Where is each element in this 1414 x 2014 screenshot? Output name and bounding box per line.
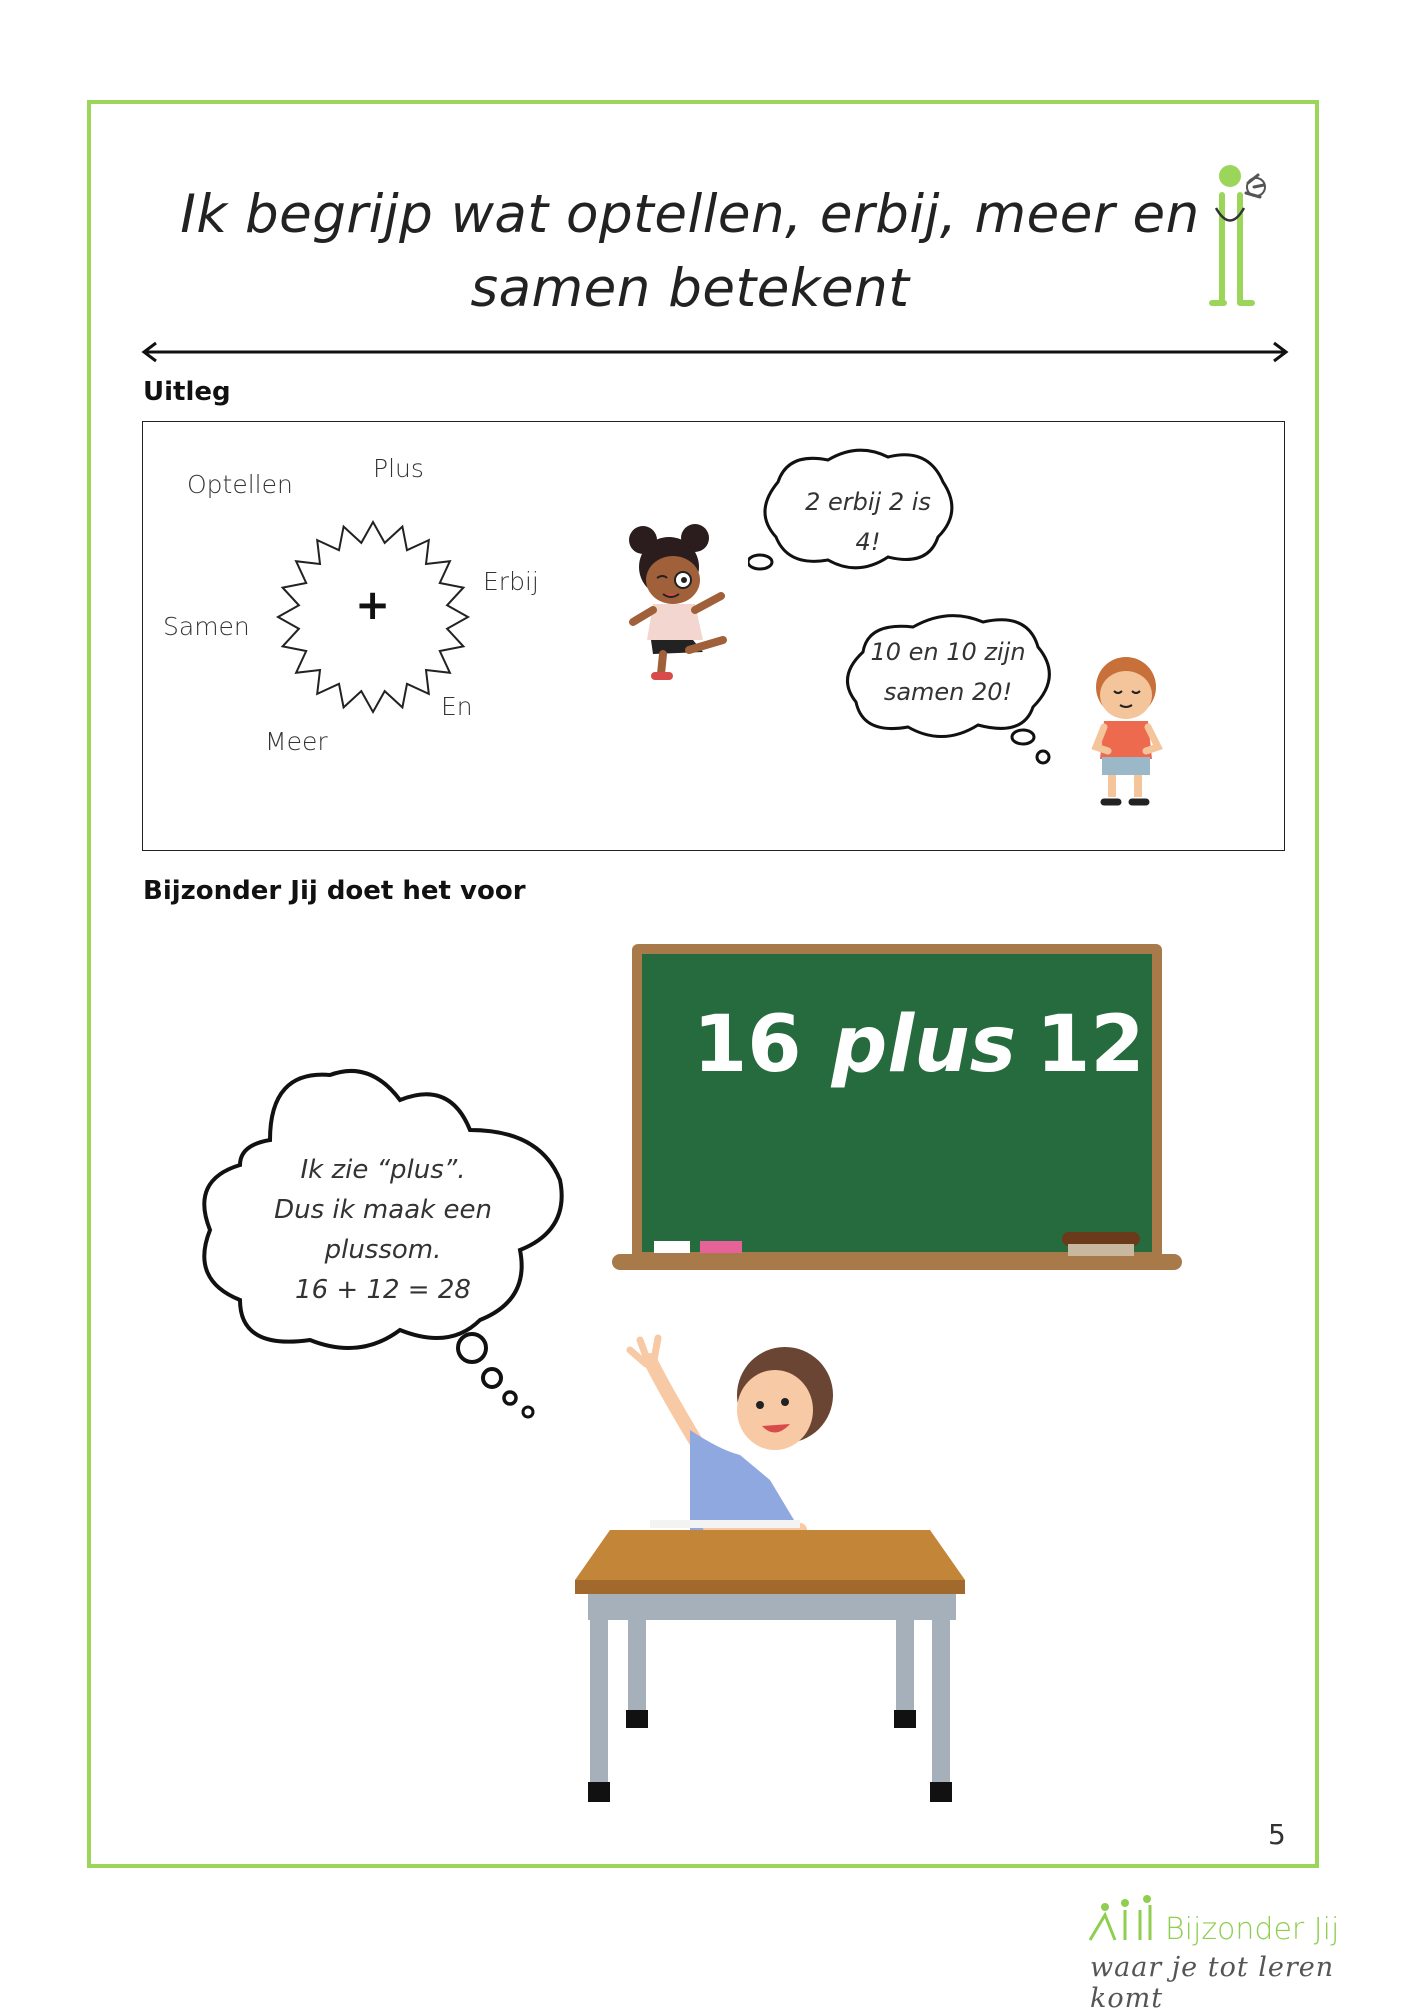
- section-heading-voordoen: Bijzonder Jij doet het voor: [143, 876, 526, 906]
- board-number-1: 16: [693, 1000, 802, 1090]
- girl-illustration: [623, 522, 743, 682]
- girl-bubble-text: 2 erbij 2 is 4!: [805, 488, 931, 556]
- plus-symbol: +: [355, 580, 391, 629]
- brand-logo-icon: [1085, 1895, 1165, 1945]
- chalkboard-text: [693, 1000, 1145, 1090]
- word-plus: Plus: [373, 454, 424, 483]
- page-number: 5: [1268, 1818, 1286, 1851]
- board-word-plus: plus: [831, 1000, 1017, 1090]
- word-meer: Meer: [265, 727, 328, 756]
- chalkboard: [612, 944, 1182, 1274]
- demo-bubble-line3: 16 + 12 = 28: [295, 1275, 471, 1305]
- page-title: Ik begrijp wat optellen, erbij, meer en samen betekent: [180, 184, 1200, 319]
- boy-illustration: [1078, 647, 1178, 817]
- word-optellen: Optellen: [187, 470, 293, 499]
- boy-bubble-text: [863, 632, 1033, 712]
- brand-name: Bijzonder Jij: [1165, 1912, 1340, 1947]
- student-at-desk-illustration: [570, 1330, 980, 1810]
- demo-bubble-line2: Dus ik maak een plussom.: [274, 1195, 492, 1265]
- boy-bubble-line1: 10 en 10 zijn: [870, 638, 1026, 666]
- demo-bubble-line1: Ik zie “plus”.: [300, 1155, 466, 1185]
- word-en: En: [441, 692, 473, 721]
- divider-double-arrow: [140, 340, 1290, 364]
- uitleg-box: [142, 421, 1285, 851]
- section-heading-uitleg: Uitleg: [143, 377, 231, 407]
- bijzonder-jij-logo-icon: [1196, 163, 1276, 313]
- board-number-2: 12: [1036, 1000, 1145, 1090]
- demo-bubble-text: [218, 1150, 548, 1310]
- word-samen: Samen: [163, 612, 250, 641]
- word-erbij: Erbij: [483, 567, 539, 596]
- brand-tagline: waar je tot leren komt: [1090, 1952, 1335, 2014]
- boy-bubble-line2: samen 20!: [883, 678, 1013, 706]
